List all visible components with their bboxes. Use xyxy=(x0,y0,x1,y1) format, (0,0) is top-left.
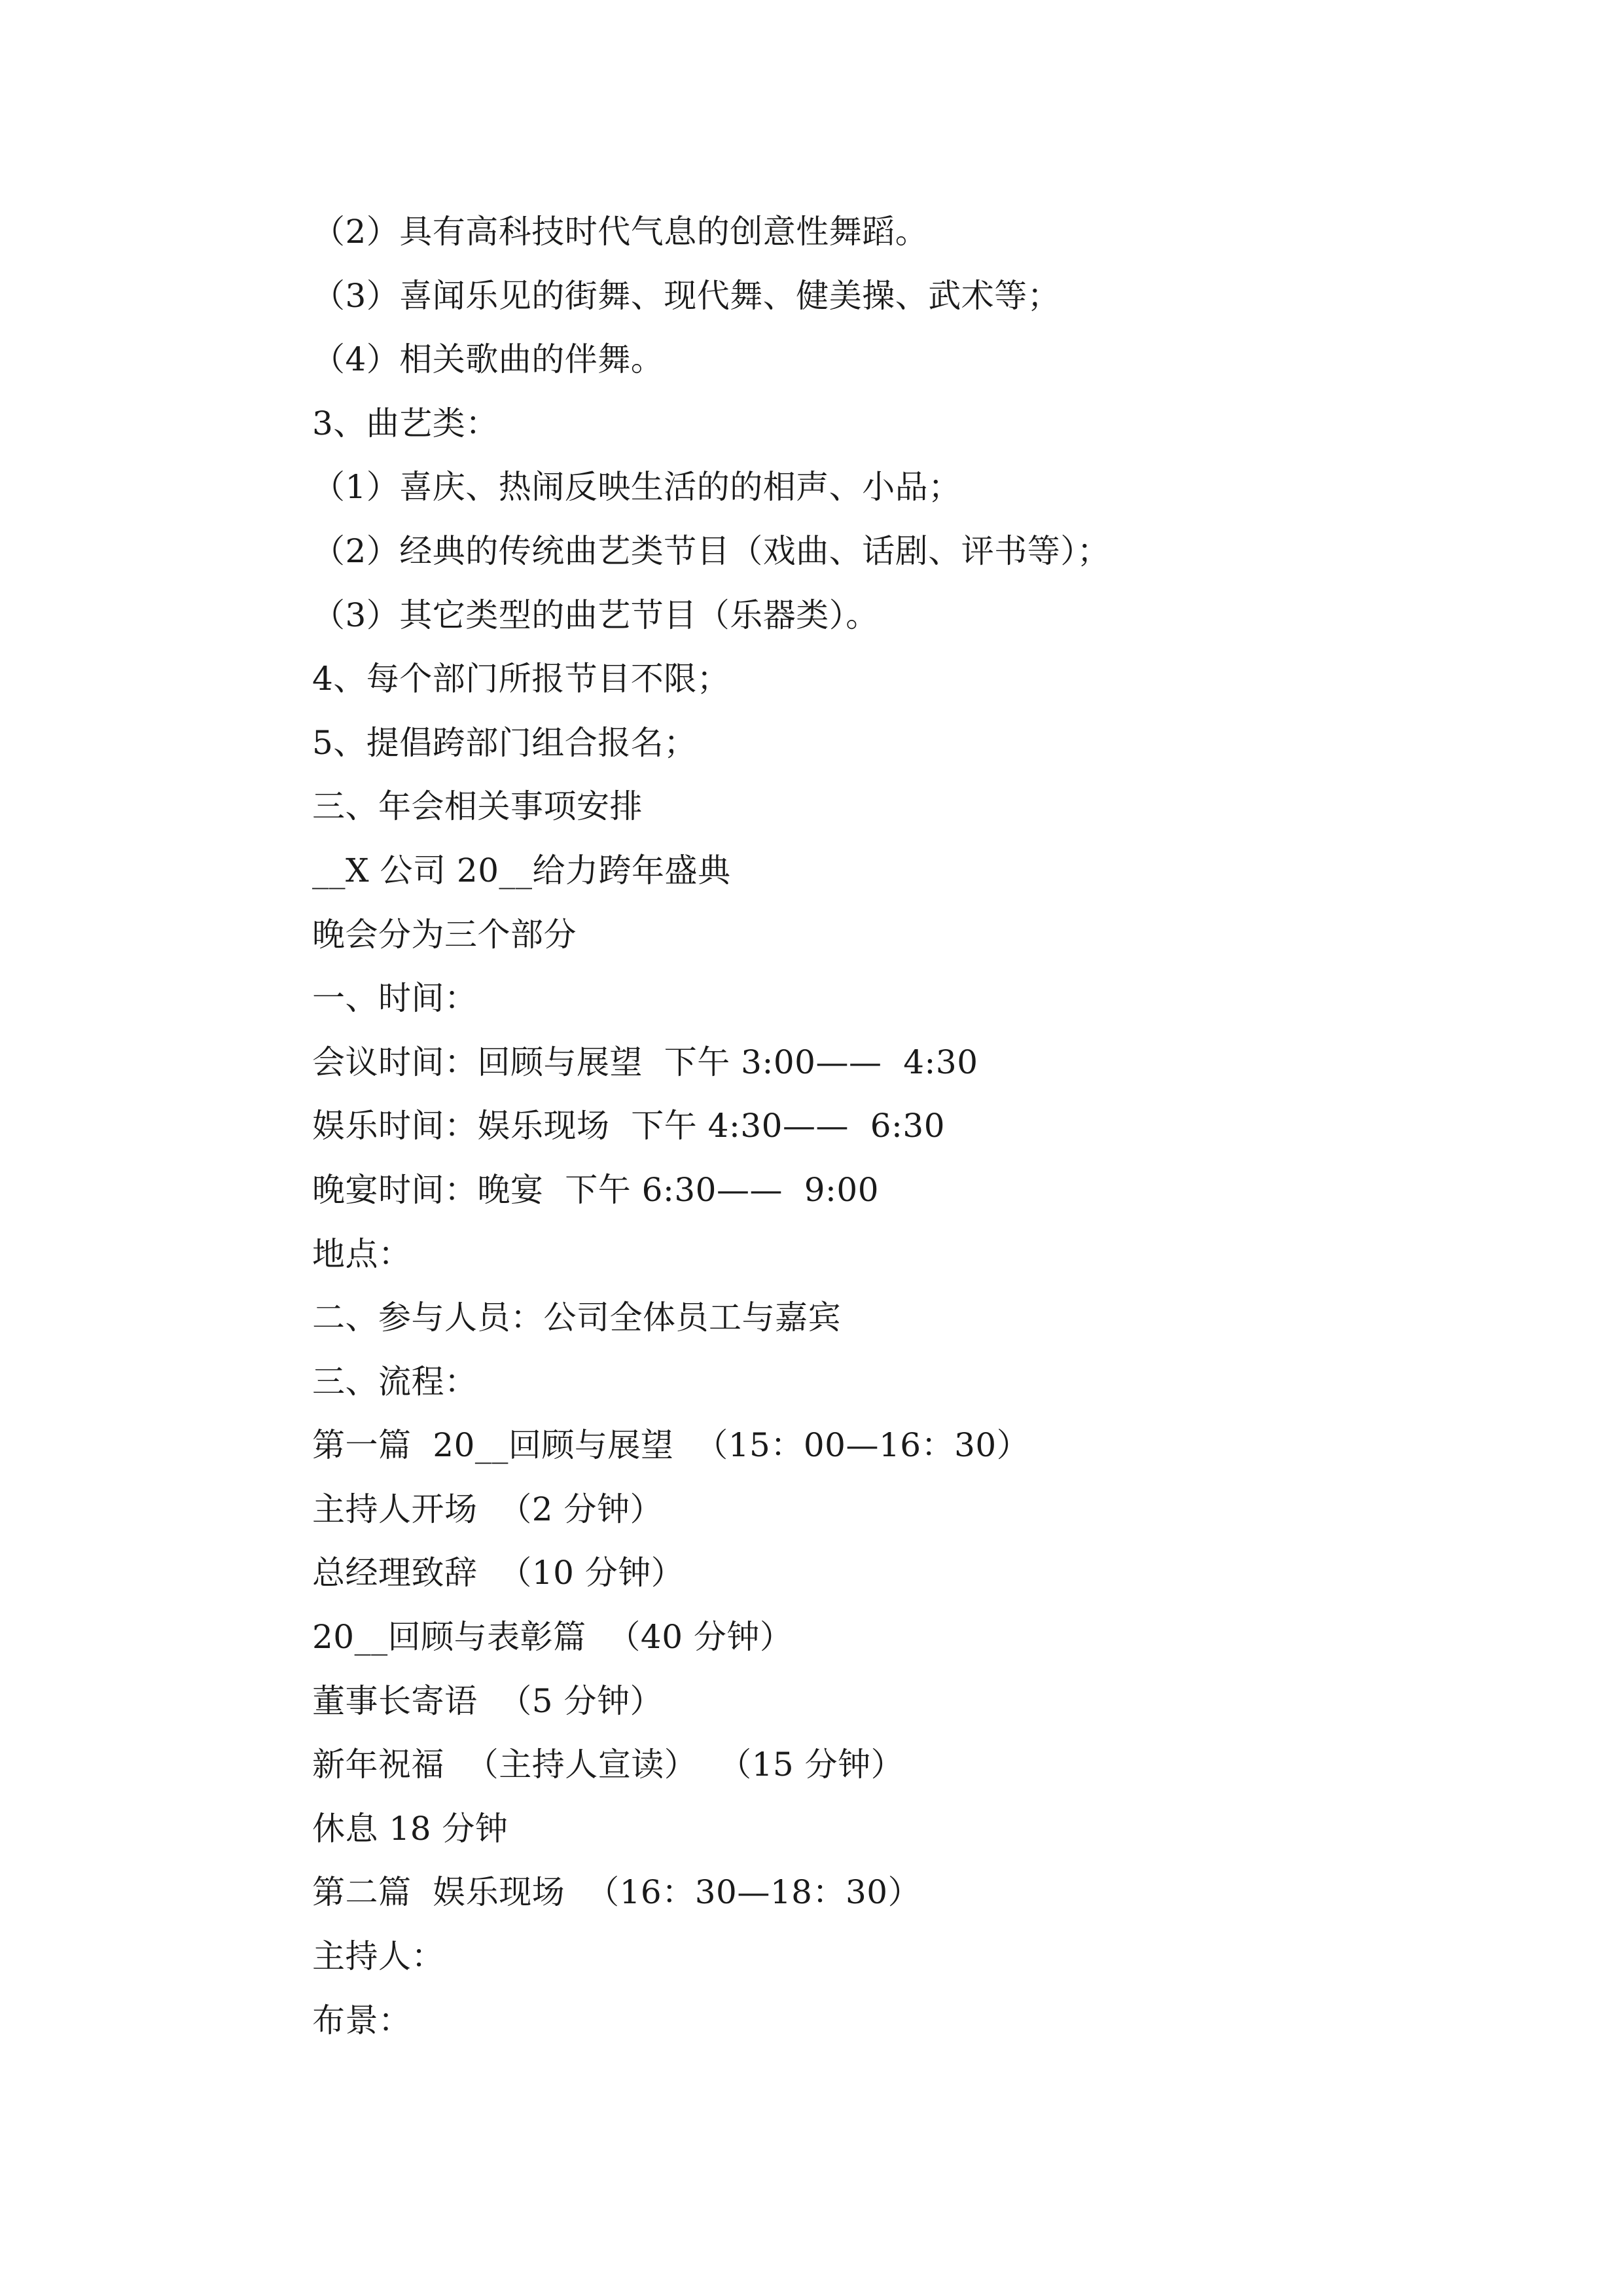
text-line: 5、提倡跨部门组合报名； xyxy=(312,723,697,762)
section-heading: 二、参与人员：公司全体员工与嘉宾 xyxy=(312,1299,841,1337)
section-heading: 三、流程： xyxy=(312,1362,478,1401)
text-line: 晚会分为三个部分 xyxy=(312,915,577,954)
section-heading: 三、年会相关事项安排 xyxy=(312,787,643,826)
program-part: 第一篇 20__回顾与展望 （15：00—16：30） xyxy=(312,1426,1030,1465)
text-line: （1）喜庆、热闹反映生活的的相声、小品； xyxy=(312,468,961,507)
text-line: 主持人： xyxy=(312,1937,444,1976)
section-heading: 一、时间： xyxy=(312,979,478,1018)
schedule-line: 会议时间：回顾与展望 下午 3:00—— 4:30 xyxy=(312,1043,978,1081)
document-body xyxy=(312,200,1333,2053)
event-title: __X 公司 20__给力跨年盛典 xyxy=(312,851,731,889)
location-line: 地点： xyxy=(312,1234,412,1273)
program-item: 新年祝福 （主持人宣读） （15 分钟） xyxy=(312,1746,904,1784)
program-item: 总经理致辞 （10 分钟） xyxy=(312,1554,685,1592)
schedule-line: 娱乐时间：娱乐现场 下午 4:30—— 6:30 xyxy=(312,1107,946,1145)
program-item: 主持人开场 （2 分钟） xyxy=(312,1490,663,1528)
text-line: （3）喜闻乐见的街舞、现代舞、健美操、武术等； xyxy=(312,276,1061,315)
text-line: （2）具有高科技时代气息的创意性舞蹈。 xyxy=(312,213,929,251)
section-heading: 3、曲艺类： xyxy=(312,404,499,442)
text-line: 布景： xyxy=(312,2001,412,2039)
text-line: 4、每个部门所报节目不限； xyxy=(312,660,730,698)
program-part: 第二篇 娱乐现场 （16：30—18：30） xyxy=(312,1873,921,1912)
schedule-line: 晚宴时间：晚宴 下午 6:30—— 9:00 xyxy=(312,1170,880,1209)
program-item: 20__回顾与表彰篇 （40 分钟） xyxy=(312,1618,793,1657)
text-line: （4）相关歌曲的伴舞。 xyxy=(312,340,664,379)
text-line: （3）其它类型的曲艺节目（乐器类）。 xyxy=(312,596,879,634)
program-item: 休息 18 分钟 xyxy=(312,1809,508,1848)
program-item: 董事长寄语 （5 分钟） xyxy=(312,1681,663,1720)
text-line: （2）经典的传统曲艺类节目（戏曲、话剧、评书等）； xyxy=(312,531,1111,570)
